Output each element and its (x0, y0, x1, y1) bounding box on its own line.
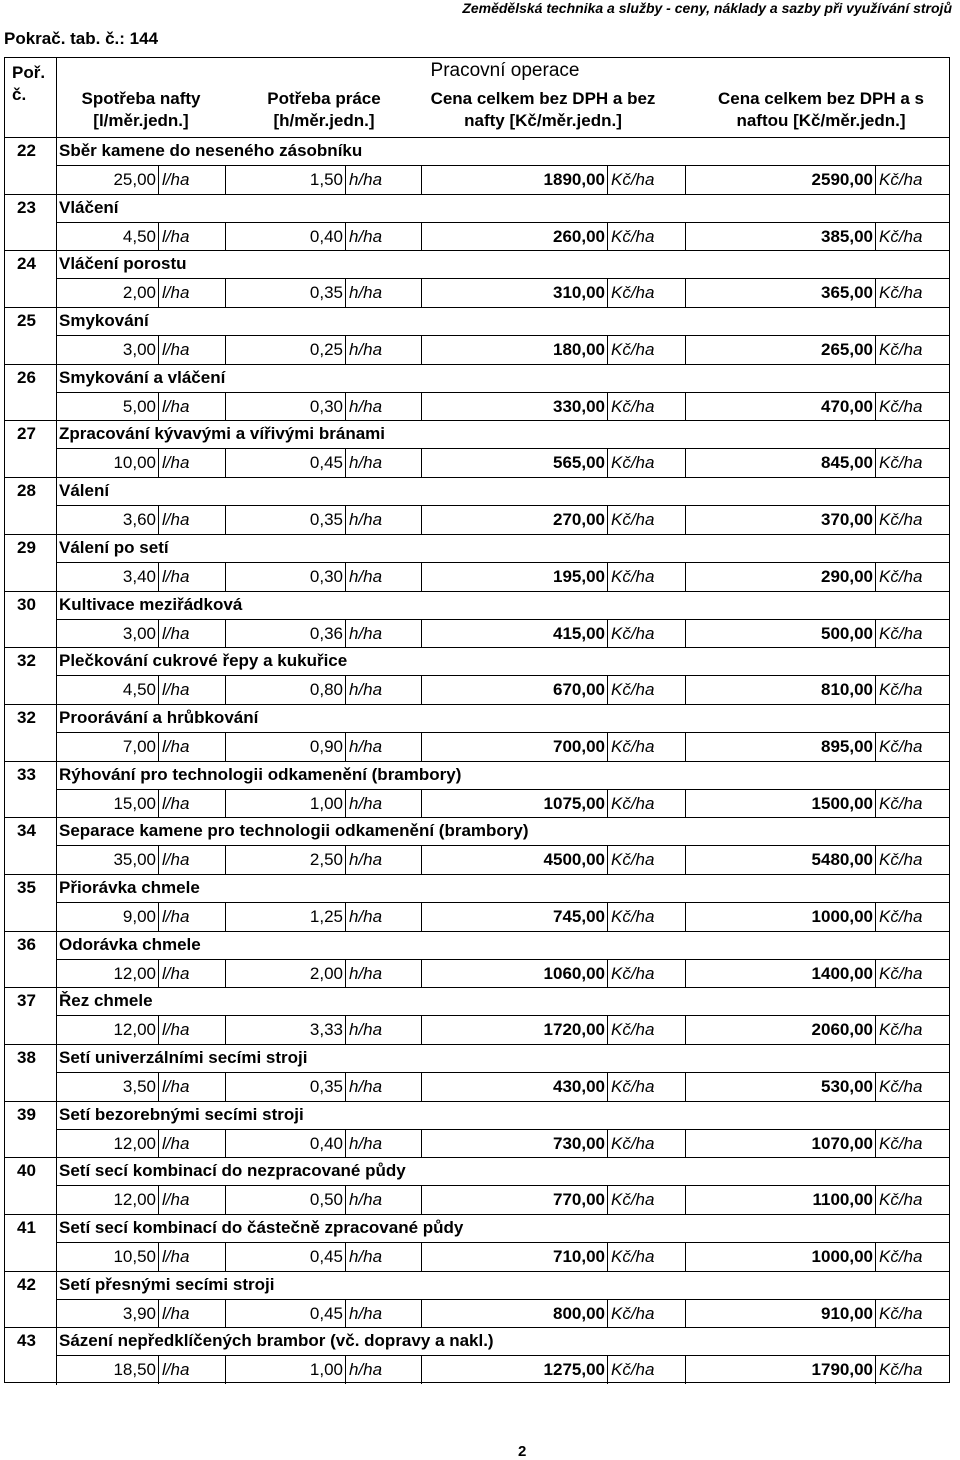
labour-value: 0,35 (226, 279, 346, 307)
labour-unit: h/ha (346, 279, 422, 307)
row-number: 41 (17, 1218, 36, 1238)
price-unit: Kč/ha (608, 506, 686, 534)
labour-value: 0,90 (226, 733, 346, 761)
price-unit: Kč/ha (608, 223, 686, 251)
table-row (5, 421, 949, 478)
column-header-fuel: Spotřeba nafty [l/měr.jedn.] (81, 89, 201, 130)
row-number: 42 (17, 1274, 36, 1294)
fuel-value: 3,00 (56, 620, 159, 648)
fuel-unit: l/ha (159, 1356, 226, 1384)
page-number: 2 (518, 1443, 527, 1460)
row-number: 24 (17, 254, 36, 274)
price-value: 260,00 (422, 223, 608, 251)
labour-unit: h/ha (346, 846, 422, 874)
labour-value: 0,40 (226, 1130, 346, 1158)
labour-unit: h/ha (346, 166, 422, 194)
price-value: 710,00 (422, 1243, 608, 1271)
price-unit: Kč/ha (608, 676, 686, 704)
labour-value: 0,45 (226, 449, 346, 477)
labour-unit: h/ha (346, 1300, 422, 1328)
fuel-unit: l/ha (159, 1073, 226, 1101)
labour-unit: h/ha (346, 223, 422, 251)
price-value: 1275,00 (422, 1356, 608, 1384)
labour-unit: h/ha (346, 393, 422, 421)
price-fuel-unit: Kč/ha (879, 340, 923, 360)
price-value: 270,00 (422, 506, 608, 534)
operation-name: Setí univerzálními secími stroji (59, 1048, 308, 1067)
price-fuel-unit: Kč/ha (879, 1303, 923, 1323)
row-number: 22 (17, 141, 36, 160)
row-number: 28 (17, 481, 36, 501)
fuel-value: 35,00 (56, 846, 159, 874)
table-row (5, 648, 949, 705)
price-fuel-unit: Kč/ha (879, 1020, 923, 1040)
table-row (5, 308, 949, 365)
price-fuel-unit: Kč/ha (879, 1360, 923, 1380)
price-fuel-unit: Kč/ha (879, 226, 923, 246)
price-value: 730,00 (422, 1130, 608, 1158)
fuel-value: 2,00 (56, 279, 159, 307)
fuel-value: 3,60 (56, 506, 159, 534)
price-fuel-value: 2060,00 (686, 1016, 876, 1044)
table-row (5, 1272, 949, 1329)
labour-unit: h/ha (346, 1016, 422, 1044)
row-number: 29 (17, 537, 36, 557)
table-row (5, 705, 949, 762)
price-value: 430,00 (422, 1073, 608, 1101)
price-fuel-unit: Kč/ha (879, 850, 923, 870)
fuel-unit: l/ha (159, 506, 226, 534)
labour-value: 0,35 (226, 506, 346, 534)
table-row (5, 1328, 949, 1385)
price-fuel-unit: Kč/ha (879, 793, 923, 813)
price-fuel-value: 2590,00 (686, 166, 876, 194)
price-unit: Kč/ha (608, 1130, 686, 1158)
fuel-value: 4,50 (56, 223, 159, 251)
price-value: 745,00 (422, 903, 608, 931)
labour-value: 0,45 (226, 1300, 346, 1328)
price-value: 670,00 (422, 676, 608, 704)
fuel-unit: l/ha (159, 676, 226, 704)
row-number: 38 (17, 1048, 36, 1067)
table-row (5, 932, 949, 989)
operation-name: Rýhování pro technologii odkamenění (brambory) (59, 764, 462, 784)
price-fuel-value: 265,00 (686, 336, 876, 364)
column-header-price-with-fuel: Cena celkem bez DPH a s naftou [Kč/měr.jedn.] (718, 89, 924, 130)
price-unit: Kč/ha (608, 166, 686, 194)
price-fuel-value: 530,00 (686, 1073, 876, 1101)
column-header-number: Poř. č. (12, 63, 46, 104)
price-value: 800,00 (422, 1300, 608, 1328)
labour-value: 2,00 (226, 960, 346, 988)
table-row (5, 1102, 949, 1159)
price-fuel-unit: Kč/ha (879, 1133, 923, 1153)
labour-value: 0,80 (226, 676, 346, 704)
table-row (5, 478, 949, 535)
price-fuel-unit: Kč/ha (879, 1190, 923, 1210)
price-fuel-value: 1500,00 (686, 790, 876, 818)
price-fuel-unit: Kč/ha (879, 566, 923, 586)
column-header-operations: Pracovní operace (430, 60, 580, 81)
row-number: 33 (17, 764, 36, 784)
labour-unit: h/ha (346, 676, 422, 704)
table-row (5, 1158, 949, 1215)
price-fuel-value: 910,00 (686, 1300, 876, 1328)
operation-name: Setí secí kombinací do nezpracované půdy (59, 1161, 406, 1181)
price-unit: Kč/ha (608, 1186, 686, 1214)
table-row (5, 875, 949, 932)
fuel-value: 5,00 (56, 393, 159, 421)
table-row (5, 535, 949, 592)
operation-name: Vláčení porostu (59, 254, 187, 274)
price-fuel-value: 1100,00 (686, 1186, 876, 1214)
price-unit: Kč/ha (608, 449, 686, 477)
fuel-unit: l/ha (159, 563, 226, 591)
price-unit: Kč/ha (608, 1356, 686, 1384)
fuel-unit: l/ha (159, 960, 226, 988)
price-value: 330,00 (422, 393, 608, 421)
row-number: 37 (17, 991, 36, 1011)
price-fuel-value: 370,00 (686, 506, 876, 534)
operation-name: Sázení nepředklíčených brambor (vč. dopravy a nakl.) (59, 1331, 494, 1351)
row-number: 43 (17, 1331, 36, 1351)
fuel-value: 7,00 (56, 733, 159, 761)
labour-unit: h/ha (346, 336, 422, 364)
fuel-value: 3,40 (56, 563, 159, 591)
labour-unit: h/ha (346, 960, 422, 988)
fuel-unit: l/ha (159, 790, 226, 818)
table-continuation-label: Pokrač. tab. č.: 144 (4, 29, 159, 48)
labour-value: 0,50 (226, 1186, 346, 1214)
price-unit: Kč/ha (608, 336, 686, 364)
column-header-labour: Potřeba práce [h/měr.jedn.] (267, 89, 381, 130)
price-fuel-unit: Kč/ha (879, 736, 923, 756)
row-number: 25 (17, 311, 36, 331)
fuel-value: 12,00 (56, 960, 159, 988)
price-fuel-value: 810,00 (686, 676, 876, 704)
operation-name: Sběr kamene do neseného zásobníku (59, 141, 363, 160)
operation-name: Přiorávka chmele (59, 877, 200, 897)
labour-unit: h/ha (346, 1073, 422, 1101)
operation-name: Vláčení (59, 197, 119, 217)
table-row (5, 1045, 949, 1102)
fuel-value: 12,00 (56, 1186, 159, 1214)
labour-value: 1,50 (226, 166, 346, 194)
price-unit: Kč/ha (608, 393, 686, 421)
labour-value: 2,50 (226, 846, 346, 874)
table-row (5, 251, 949, 308)
operation-name: Separace kamene pro technologii odkamenění (brambory) (59, 821, 529, 841)
row-number: 32 (17, 651, 36, 671)
column-header-price-without-fuel: Cena celkem bez DPH a bez nafty [Kč/měr.jedn.] (430, 89, 656, 130)
operation-name: Plečkování cukrové řepy a kukuřice (59, 651, 348, 671)
labour-unit: h/ha (346, 733, 422, 761)
labour-unit: h/ha (346, 506, 422, 534)
labour-value: 0,36 (226, 620, 346, 648)
fuel-value: 3,00 (56, 336, 159, 364)
price-unit: Kč/ha (608, 790, 686, 818)
price-value: 4500,00 (422, 846, 608, 874)
fuel-value: 4,50 (56, 676, 159, 704)
labour-value: 1,25 (226, 903, 346, 931)
price-fuel-value: 1790,00 (686, 1356, 876, 1384)
price-value: 195,00 (422, 563, 608, 591)
price-fuel-value: 895,00 (686, 733, 876, 761)
table-row (5, 365, 949, 422)
price-fuel-unit: Kč/ha (879, 283, 923, 303)
operation-name: Setí secí kombinací do částečně zpracované půdy (59, 1218, 464, 1238)
row-number: 35 (17, 877, 36, 897)
table-row (5, 818, 949, 875)
price-fuel-value: 1000,00 (686, 1243, 876, 1271)
fuel-value: 12,00 (56, 1130, 159, 1158)
operation-name: Setí bezorebnými secími stroji (59, 1104, 304, 1124)
fuel-value: 12,00 (56, 1016, 159, 1044)
price-unit: Kč/ha (608, 733, 686, 761)
row-number: 39 (17, 1104, 36, 1124)
row-number: 40 (17, 1161, 36, 1181)
price-value: 565,00 (422, 449, 608, 477)
labour-unit: h/ha (346, 1243, 422, 1271)
fuel-value: 3,50 (56, 1073, 159, 1101)
price-fuel-value: 470,00 (686, 393, 876, 421)
price-fuel-unit: Kč/ha (879, 906, 923, 926)
price-fuel-unit: Kč/ha (879, 623, 923, 643)
operation-name: Smykování a vláčení (59, 367, 226, 387)
price-value: 770,00 (422, 1186, 608, 1214)
fuel-unit: l/ha (159, 279, 226, 307)
fuel-unit: l/ha (159, 620, 226, 648)
price-value: 310,00 (422, 279, 608, 307)
fuel-value: 3,90 (56, 1300, 159, 1328)
price-fuel-unit: Kč/ha (879, 680, 923, 700)
fuel-unit: l/ha (159, 336, 226, 364)
labour-unit: h/ha (346, 1130, 422, 1158)
price-fuel-value: 1400,00 (686, 960, 876, 988)
labour-unit: h/ha (346, 1356, 422, 1384)
price-fuel-value: 5480,00 (686, 846, 876, 874)
table-row (5, 138, 949, 195)
table-row (5, 762, 949, 819)
price-unit: Kč/ha (608, 903, 686, 931)
labour-value: 0,35 (226, 1073, 346, 1101)
price-unit: Kč/ha (608, 846, 686, 874)
price-fuel-unit: Kč/ha (879, 1247, 923, 1267)
price-fuel-value: 1070,00 (686, 1130, 876, 1158)
table-row (5, 988, 949, 1045)
fuel-value: 25,00 (56, 166, 159, 194)
fuel-unit: l/ha (159, 903, 226, 931)
operation-name: Válení (59, 481, 110, 501)
price-unit: Kč/ha (608, 1243, 686, 1271)
price-unit: Kč/ha (608, 1016, 686, 1044)
price-fuel-unit: Kč/ha (879, 396, 923, 416)
labour-value: 3,33 (226, 1016, 346, 1044)
labour-value: 1,00 (226, 790, 346, 818)
row-number: 34 (17, 821, 36, 841)
price-value: 700,00 (422, 733, 608, 761)
operation-name: Řez chmele (59, 991, 153, 1011)
labour-value: 0,40 (226, 223, 346, 251)
row-number: 30 (17, 594, 36, 614)
labour-unit: h/ha (346, 620, 422, 648)
price-unit: Kč/ha (608, 279, 686, 307)
price-value: 1890,00 (422, 166, 608, 194)
row-number: 27 (17, 424, 36, 444)
fuel-unit: l/ha (159, 1130, 226, 1158)
fuel-value: 10,50 (56, 1243, 159, 1271)
price-unit: Kč/ha (608, 563, 686, 591)
labour-value: 1,00 (226, 1356, 346, 1384)
fuel-unit: l/ha (159, 1186, 226, 1214)
fuel-unit: l/ha (159, 1300, 226, 1328)
operation-name: Odorávka chmele (59, 934, 201, 954)
table-row (5, 1215, 949, 1272)
price-fuel-value: 500,00 (686, 620, 876, 648)
fuel-unit: l/ha (159, 1016, 226, 1044)
labour-unit: h/ha (346, 903, 422, 931)
price-value: 1720,00 (422, 1016, 608, 1044)
table-header (5, 58, 949, 138)
labour-unit: h/ha (346, 790, 422, 818)
operation-name: Kultivace meziřádková (59, 594, 243, 614)
table-body (5, 138, 949, 1385)
operation-name: Proorávání a hrůbkování (59, 707, 259, 727)
operation-name: Setí přesnými secími stroji (59, 1274, 275, 1294)
price-fuel-unit: Kč/ha (879, 510, 923, 530)
labour-unit: h/ha (346, 563, 422, 591)
operation-name: Zpracování kývavými a vířivými bránami (59, 424, 386, 444)
price-value: 1075,00 (422, 790, 608, 818)
labour-value: 0,30 (226, 563, 346, 591)
table-row (5, 195, 949, 252)
price-fuel-value: 365,00 (686, 279, 876, 307)
price-unit: Kč/ha (608, 1300, 686, 1328)
price-value: 180,00 (422, 336, 608, 364)
table-row (5, 592, 949, 649)
fuel-unit: l/ha (159, 223, 226, 251)
document-header-title: Zemědělská technika a služby - ceny, náklady a sazby při využívání strojů (462, 0, 952, 16)
price-unit: Kč/ha (608, 960, 686, 988)
operation-name: Válení po setí (59, 537, 169, 557)
labour-value: 0,45 (226, 1243, 346, 1271)
labour-value: 0,25 (226, 336, 346, 364)
price-fuel-unit: Kč/ha (879, 1077, 923, 1096)
labour-value: 0,30 (226, 393, 346, 421)
price-fuel-unit: Kč/ha (879, 963, 923, 983)
row-number: 23 (17, 197, 36, 217)
fuel-unit: l/ha (159, 1243, 226, 1271)
fuel-unit: l/ha (159, 449, 226, 477)
price-unit: Kč/ha (608, 1073, 686, 1101)
fuel-value: 15,00 (56, 790, 159, 818)
price-fuel-value: 1000,00 (686, 903, 876, 931)
operations-table (4, 57, 950, 1383)
fuel-unit: l/ha (159, 733, 226, 761)
price-fuel-unit: Kč/ha (879, 453, 923, 473)
price-unit: Kč/ha (608, 620, 686, 648)
price-fuel-value: 385,00 (686, 223, 876, 251)
row-number: 26 (17, 367, 36, 387)
price-value: 1060,00 (422, 960, 608, 988)
labour-unit: h/ha (346, 1186, 422, 1214)
fuel-value: 10,00 (56, 449, 159, 477)
fuel-unit: l/ha (159, 166, 226, 194)
fuel-value: 9,00 (56, 903, 159, 931)
price-fuel-value: 845,00 (686, 449, 876, 477)
price-fuel-unit: Kč/ha (879, 170, 923, 189)
operation-name: Smykování (59, 311, 149, 331)
row-number: 32 (17, 707, 36, 727)
price-value: 415,00 (422, 620, 608, 648)
labour-unit: h/ha (346, 449, 422, 477)
fuel-value: 18,50 (56, 1356, 159, 1384)
price-fuel-value: 290,00 (686, 563, 876, 591)
fuel-unit: l/ha (159, 393, 226, 421)
row-number: 36 (17, 934, 36, 954)
fuel-unit: l/ha (159, 846, 226, 874)
